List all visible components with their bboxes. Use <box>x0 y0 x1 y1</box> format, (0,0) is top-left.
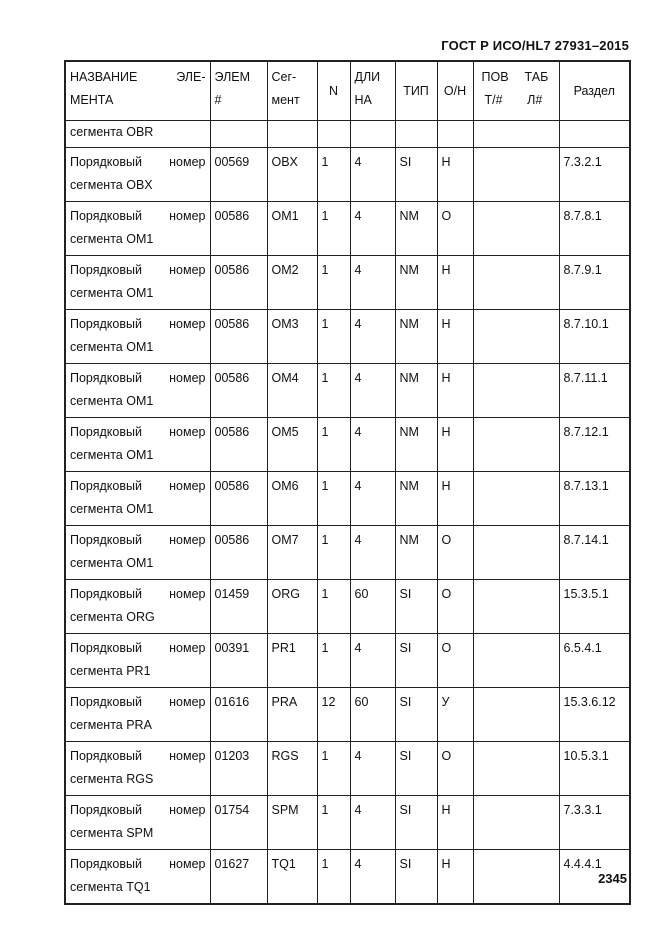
col-name-header: НАЗВАНИЕ ЭЛЕ- МЕНТА <box>65 61 210 121</box>
col-n-header: N <box>317 61 350 121</box>
table-row <box>65 202 630 256</box>
cell-rep-table <box>473 256 559 310</box>
cell-type: SI <box>395 634 437 688</box>
cell-section: 6.5.4.1 <box>559 634 630 688</box>
cell-rep-table <box>473 796 559 850</box>
cell-elem: 00586 <box>210 472 267 526</box>
cell-type: NM <box>395 526 437 580</box>
cell-on: Н <box>437 472 473 526</box>
cell-on: Н <box>437 364 473 418</box>
cell-segment: OM3 <box>267 310 317 364</box>
cell-on: Н <box>437 418 473 472</box>
cell-segment: OM4 <box>267 364 317 418</box>
cell-n: 1 <box>317 148 350 202</box>
cell-section: 4.4.4.1 <box>559 850 630 905</box>
cell-length: 4 <box>350 256 395 310</box>
cell-type: SI <box>395 580 437 634</box>
table-row <box>65 148 630 202</box>
page-number: 2345 <box>598 871 627 886</box>
cell-name: Порядковый номер сегмента OM1 <box>65 472 210 526</box>
cell-on: О <box>437 580 473 634</box>
cell-elem: 01459 <box>210 580 267 634</box>
cell-length: 4 <box>350 364 395 418</box>
cell-length: 4 <box>350 796 395 850</box>
cell-segment: PRA <box>267 688 317 742</box>
cell-section: 7.3.2.1 <box>559 148 630 202</box>
cell-rep-table <box>473 418 559 472</box>
cell-n: 1 <box>317 850 350 905</box>
cell-length: 4 <box>350 634 395 688</box>
cell-name: Порядковый номер сегмента PR1 <box>65 634 210 688</box>
cell-on: Н <box>437 796 473 850</box>
table-row <box>65 796 630 850</box>
cell-rep-table <box>473 850 559 905</box>
cell-section: 8.7.10.1 <box>559 310 630 364</box>
cell-rep-table <box>473 688 559 742</box>
cell-n: 1 <box>317 472 350 526</box>
cell-section: 8.7.12.1 <box>559 418 630 472</box>
cell-type: NM <box>395 202 437 256</box>
cell-segment: SPM <box>267 796 317 850</box>
cell-rep-table <box>473 742 559 796</box>
cell-length: 60 <box>350 580 395 634</box>
cell-type: NM <box>395 364 437 418</box>
table-row-continuation <box>65 121 630 148</box>
cell-name: Порядковый номер сегмента RGS <box>65 742 210 796</box>
cell-segment: PR1 <box>267 634 317 688</box>
cell-elem: 00586 <box>210 202 267 256</box>
cell-n: 1 <box>317 310 350 364</box>
cell-elem: 00391 <box>210 634 267 688</box>
table-row <box>65 310 630 364</box>
table-row <box>65 688 630 742</box>
cell-rep-table <box>473 310 559 364</box>
cell-name: Порядковый номер сегмента OM1 <box>65 256 210 310</box>
cell-type: NM <box>395 310 437 364</box>
table-row <box>65 850 630 905</box>
table-row <box>65 472 630 526</box>
cell-rep-table <box>473 364 559 418</box>
cell-elem: 00586 <box>210 256 267 310</box>
cell-rep-table <box>473 580 559 634</box>
col-length-header: ДЛИ НА <box>350 61 395 121</box>
cell-n: 1 <box>317 742 350 796</box>
document-header: ГОСТ Р ИСО/HL7 27931–2015 <box>441 38 629 53</box>
cell-on: О <box>437 202 473 256</box>
cell-n: 1 <box>317 256 350 310</box>
cell-segment: OM2 <box>267 256 317 310</box>
cell-elem: 00586 <box>210 364 267 418</box>
cell-name: сегмента OBR <box>65 121 210 148</box>
col-section-header: Раздел <box>559 61 630 121</box>
table-row <box>65 364 630 418</box>
cell-segment: OM5 <box>267 418 317 472</box>
cell-segment: TQ1 <box>267 850 317 905</box>
cell-section: 8.7.13.1 <box>559 472 630 526</box>
col-on-header: О/Н <box>437 61 473 121</box>
elements-table <box>64 60 631 905</box>
cell-length: 4 <box>350 850 395 905</box>
cell-type: NM <box>395 418 437 472</box>
cell-segment: OM6 <box>267 472 317 526</box>
cell-elem: 01203 <box>210 742 267 796</box>
table-row <box>65 634 630 688</box>
cell-name: Порядковый номер сегмента OBX <box>65 148 210 202</box>
cell-on: У <box>437 688 473 742</box>
cell-section: 15.3.6.12 <box>559 688 630 742</box>
cell-name: Порядковый номер сегмента OM1 <box>65 526 210 580</box>
cell-section: 15.3.5.1 <box>559 580 630 634</box>
cell-on: О <box>437 634 473 688</box>
cell-section: 7.3.3.1 <box>559 796 630 850</box>
col-rep-table-header: ПОВ Т/# ТАБ Л# <box>473 61 559 121</box>
cell-length: 4 <box>350 472 395 526</box>
cell-name: Порядковый номер сегмента SPM <box>65 796 210 850</box>
cell-n: 1 <box>317 634 350 688</box>
cell-n: 1 <box>317 526 350 580</box>
cell-name: Порядковый номер сегмента ORG <box>65 580 210 634</box>
cell-on: Н <box>437 256 473 310</box>
cell-elem: 00586 <box>210 526 267 580</box>
cell-segment: ORG <box>267 580 317 634</box>
cell-length: 4 <box>350 526 395 580</box>
cell-rep-table <box>473 526 559 580</box>
cell-n: 1 <box>317 580 350 634</box>
cell-length: 4 <box>350 742 395 796</box>
cell-section: 10.5.3.1 <box>559 742 630 796</box>
cell-n: 1 <box>317 796 350 850</box>
cell-segment: OBX <box>267 148 317 202</box>
cell-length: 4 <box>350 418 395 472</box>
cell-type: SI <box>395 148 437 202</box>
table-row <box>65 256 630 310</box>
cell-elem: 01754 <box>210 796 267 850</box>
cell-type: NM <box>395 256 437 310</box>
cell-section: 8.7.11.1 <box>559 364 630 418</box>
col-type-header: ТИП <box>395 61 437 121</box>
cell-length: 4 <box>350 202 395 256</box>
cell-length: 4 <box>350 310 395 364</box>
table-row <box>65 742 630 796</box>
cell-section: 8.7.14.1 <box>559 526 630 580</box>
cell-type: SI <box>395 742 437 796</box>
cell-on: Н <box>437 310 473 364</box>
cell-type: SI <box>395 850 437 905</box>
cell-name: Порядковый номер сегмента PRA <box>65 688 210 742</box>
cell-segment: OM7 <box>267 526 317 580</box>
cell-name: Порядковый номер сегмента OM1 <box>65 202 210 256</box>
cell-on: Н <box>437 148 473 202</box>
table-header-row <box>65 61 630 121</box>
table-row <box>65 526 630 580</box>
cell-type: SI <box>395 796 437 850</box>
cell-name: Порядковый номер сегмента OM1 <box>65 364 210 418</box>
cell-type: SI <box>395 688 437 742</box>
cell-name: Порядковый номер сегмента OM1 <box>65 418 210 472</box>
table-row <box>65 418 630 472</box>
cell-elem: 00586 <box>210 418 267 472</box>
cell-segment: OM1 <box>267 202 317 256</box>
cell-n: 1 <box>317 418 350 472</box>
cell-elem: 01627 <box>210 850 267 905</box>
cell-rep-table <box>473 202 559 256</box>
col-segment-header: Сег- мент <box>267 61 317 121</box>
col-elem-header: ЭЛЕМ # <box>210 61 267 121</box>
cell-section: 8.7.8.1 <box>559 202 630 256</box>
cell-rep-table <box>473 472 559 526</box>
cell-on: О <box>437 742 473 796</box>
cell-elem: 00569 <box>210 148 267 202</box>
cell-elem: 00586 <box>210 310 267 364</box>
cell-name: Порядковый номер сегмента OM1 <box>65 310 210 364</box>
cell-type: NM <box>395 472 437 526</box>
cell-length: 60 <box>350 688 395 742</box>
cell-section: 8.7.9.1 <box>559 256 630 310</box>
cell-rep-table <box>473 148 559 202</box>
cell-rep-table <box>473 634 559 688</box>
cell-on: О <box>437 526 473 580</box>
cell-n: 12 <box>317 688 350 742</box>
cell-segment: RGS <box>267 742 317 796</box>
cell-on: Н <box>437 850 473 905</box>
cell-name: Порядковый номер сегмента TQ1 <box>65 850 210 905</box>
cell-length: 4 <box>350 148 395 202</box>
cell-n: 1 <box>317 364 350 418</box>
table-row <box>65 580 630 634</box>
cell-n: 1 <box>317 202 350 256</box>
cell-elem: 01616 <box>210 688 267 742</box>
